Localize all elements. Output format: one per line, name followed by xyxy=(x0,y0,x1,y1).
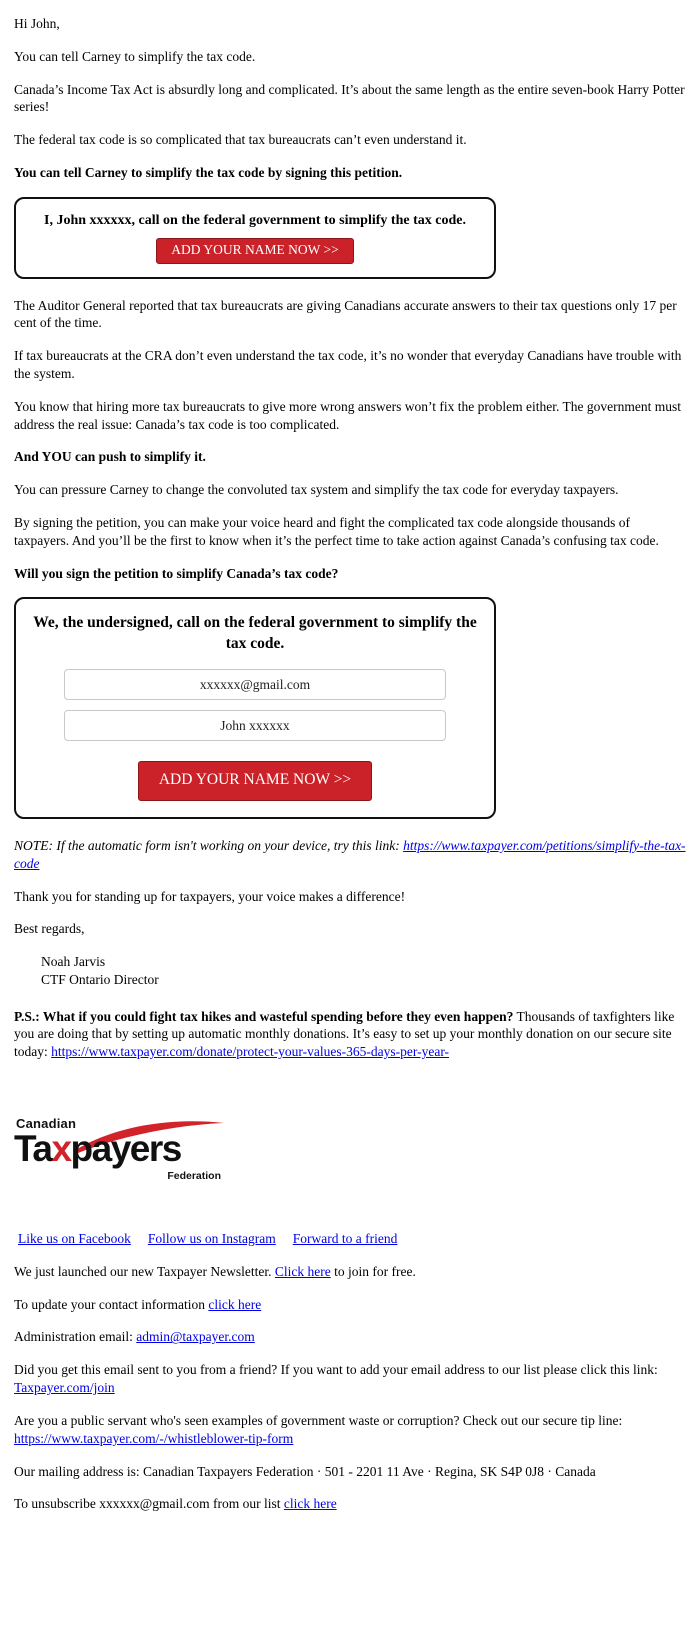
logo-tax-start: Ta xyxy=(14,1128,52,1170)
friend-join-text: Did you get this email sent to you from a friend? If you want to add your email address to our list please click this link: xyxy=(14,1362,658,1378)
paragraph-push-bold: And YOU can push to simplify it. xyxy=(14,449,206,465)
paragraph-pressure: You can pressure Carney to change the convoluted tax system and simplify the tax code for everyday taxpayers. xyxy=(14,482,619,498)
petition-form-heading: We, the undersigned, call on the federal government to simplify the tax code. xyxy=(33,614,477,653)
paragraph-cra: If tax bureaucrats at the CRA don’t even understand the tax code, it’s no wonder that everyday Canadians have trouble with the system. xyxy=(14,348,682,381)
newsletter-text-suffix: to join for free. xyxy=(330,1263,416,1279)
paragraph-intro: You can tell Carney to simplify the tax code. xyxy=(14,48,256,64)
logo-text-taxpayers xyxy=(14,1128,181,1170)
petition-statement: I, John xxxxxx, call on the federal government to simplify the tax code. xyxy=(44,212,466,228)
admin-email-text: Administration email: xyxy=(14,1329,137,1345)
admin-email-link[interactable]: admin@taxpayer.com xyxy=(136,1329,255,1345)
email-footer xyxy=(14,1230,686,1513)
tip-line xyxy=(14,1412,686,1448)
update-contact-link[interactable]: click here xyxy=(208,1296,262,1312)
newsletter-join-link[interactable]: Click here xyxy=(274,1263,331,1279)
donate-link[interactable]: https://www.taxpayer.com/donate/protect-your-values-365-days-per-year- xyxy=(51,1044,450,1060)
unsubscribe-text: To unsubscribe xxxxxx@gmail.com from our list xyxy=(14,1496,284,1512)
unsubscribe-link[interactable]: click here xyxy=(283,1496,337,1512)
paragraph-regards: Best regards, xyxy=(14,921,85,937)
paragraph-tax-act-length: Canada’s Income Tax Act is absurdly long and complicated. It’s about the same length as the entire seven-book Harry Potter series! xyxy=(14,81,685,115)
admin-email-line xyxy=(14,1328,686,1346)
ps-paragraph xyxy=(14,1008,686,1061)
ps-bold-text: P.S.: What if you could fight tax hikes and wasteful spending before they even happen? xyxy=(14,1008,514,1024)
unsubscribe-line xyxy=(14,1495,686,1513)
paragraph-auditor-general: The Auditor General reported that tax bureaucrats are giving Canadians accurate answers to their tax questions only 17 per cent of the time. xyxy=(14,297,677,331)
update-contact-text: To update your contact information xyxy=(14,1296,209,1312)
whistleblower-tip-link[interactable]: https://www.taxpayer.com/-/whistleblower-tip-form xyxy=(14,1430,294,1446)
add-your-name-button[interactable]: ADD YOUR NAME NOW >> xyxy=(156,238,353,263)
ctf-logo xyxy=(14,1116,229,1192)
join-list-link[interactable]: Taxpayer.com/join xyxy=(14,1380,115,1396)
paragraph-hiring: You know that hiring more tax bureaucrats to give more wrong answers won’t fix the problem either. The government must address the real issue: Canada’s tax code is too complicated. xyxy=(14,398,681,432)
logo-red-x: x xyxy=(51,1128,71,1170)
forward-to-friend-link[interactable]: Forward to a friend xyxy=(292,1231,398,1247)
add-your-name-button-form[interactable]: ADD YOUR NAME NOW >> xyxy=(138,761,372,801)
update-contact-line xyxy=(14,1296,686,1314)
instagram-link[interactable]: Follow us on Instagram xyxy=(147,1231,276,1247)
newsletter-line xyxy=(14,1263,686,1281)
petition-email-input[interactable] xyxy=(64,669,446,700)
signature-name: Noah Jarvis xyxy=(41,954,106,970)
logo-tax-end: payers xyxy=(70,1128,181,1170)
paragraph-thanks: Thank you for standing up for taxpayers, your voice makes a difference! xyxy=(14,888,406,904)
social-links-row xyxy=(14,1230,686,1248)
signature-block xyxy=(14,953,686,989)
newsletter-text: We just launched our new Taxpayer Newsletter. xyxy=(14,1263,275,1279)
note-text: NOTE: If the automatic form isn't working on your device, try this link: xyxy=(14,837,404,853)
ps-text: Thousands of taxfighters like you are doing that by setting up automatic monthly donations. It’s easy to set up your monthly donation on our secure site today: xyxy=(14,1008,675,1060)
petition-fallback-link[interactable]: https://www.taxpayer.com/petitions/simplify-the-tax-code xyxy=(14,837,686,871)
petition-name-input[interactable] xyxy=(64,710,446,741)
greeting: Hi John, xyxy=(14,16,60,31)
logo-text-canadian: Canadian xyxy=(16,1116,77,1132)
signature-title: CTF Ontario Director xyxy=(41,972,159,988)
petition-box-single xyxy=(14,197,496,279)
logo-text-federation: Federation xyxy=(167,1170,221,1183)
mailing-address-line: Our mailing address is: Canadian Taxpayers Federation · 501 - 2201 11 Ave · Regina, SK S4P 0J8 · Canada xyxy=(14,1463,596,1479)
petition-button-row xyxy=(24,751,486,801)
paragraph-will-you-sign-bold: Will you sign the petition to simplify Canada’s tax code? xyxy=(14,565,339,581)
tip-line-text: Are you a public servant who's seen examples of government waste or corruption? Check out our secure tip line: xyxy=(14,1412,623,1428)
facebook-link[interactable]: Like us on Facebook xyxy=(18,1231,131,1247)
petition-form-box xyxy=(14,597,496,818)
paragraph-voice: By signing the petition, you can make your voice heard and fight the complicated tax code alongside thousands of taxpayers. And you’ll be the first to know when it’s the perfect time to take action against Canada’s confusing tax code. xyxy=(14,515,659,548)
paragraph-sign-petition-bold: You can tell Carney to simplify the tax code by signing this petition. xyxy=(14,165,403,181)
paragraph-complicated: The federal tax code is so complicated that tax bureaucrats can’t even understand it. xyxy=(14,132,467,148)
note-paragraph xyxy=(14,837,686,873)
friend-join-line xyxy=(14,1361,686,1397)
